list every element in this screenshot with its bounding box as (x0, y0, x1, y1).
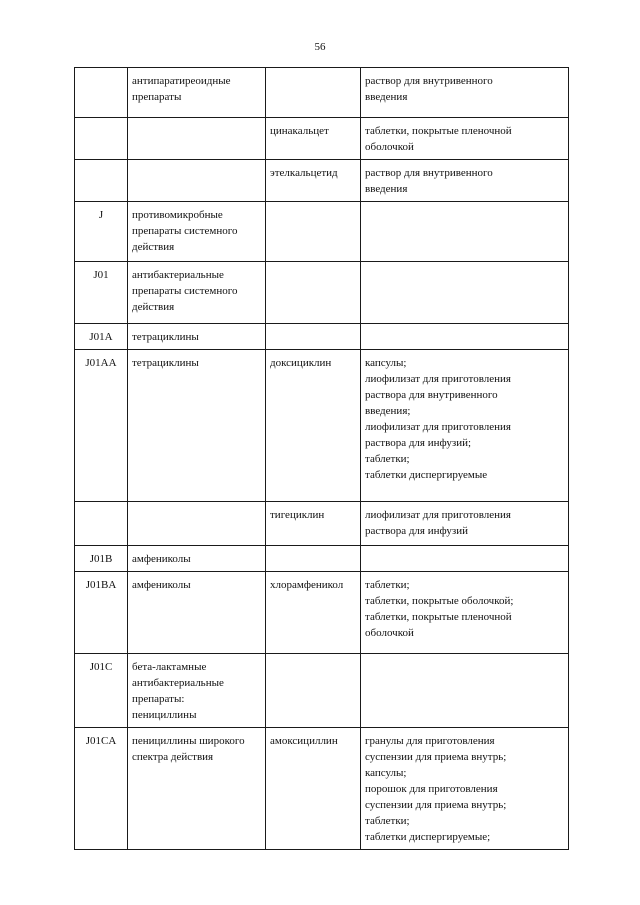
cell-text-line: таблетки, покрытые пленочной (365, 125, 512, 137)
table-row (75, 68, 569, 118)
cell-text-line: таблетки; (365, 579, 410, 591)
cell-text-line: хлорамфеникол (270, 579, 344, 591)
cell-text-line: раствор для внутривенного (365, 75, 493, 87)
table-row (75, 160, 569, 202)
cell-text-line: введения (365, 183, 408, 195)
cell-text-line: раствора для инфузий (365, 525, 468, 537)
cell-text-line: капсулы; (365, 767, 407, 779)
dosage-form-cell (361, 262, 569, 324)
atc-code-cell: J (75, 202, 128, 262)
atc-code-cell (75, 68, 128, 118)
cell-text-line: препараты: (132, 693, 185, 705)
cell-text-line: противомикробные (132, 209, 223, 221)
table-row (75, 324, 569, 350)
cell-text-line: этелкальцетид (270, 167, 338, 179)
cell-text-line: оболочкой (365, 141, 414, 153)
cell-text-line: амфениколы (132, 579, 191, 591)
cell-text-line: бета-лактамные (132, 661, 207, 673)
drug-name-cell (266, 324, 361, 350)
cell-text-line: тетрациклины (132, 357, 199, 369)
pharmacological-group-cell (128, 118, 266, 160)
dosage-form-cell (361, 350, 569, 502)
dosage-form-cell (361, 68, 569, 118)
cell-text-line: таблетки, покрытые оболочкой; (365, 595, 514, 607)
cell-text-line: гранулы для приготовления (365, 735, 495, 747)
cell-text-line: таблетки; (365, 453, 410, 465)
dosage-form-cell (361, 654, 569, 728)
pharmacological-group-cell (128, 728, 266, 850)
drug-name-cell (266, 350, 361, 502)
table-row (75, 262, 569, 324)
cell-text-line: амоксициллин (270, 735, 338, 747)
drug-name-cell (266, 160, 361, 202)
dosage-form-cell (361, 572, 569, 654)
cell-text-line: раствора для инфузий; (365, 437, 472, 449)
dosage-form-cell (361, 546, 569, 572)
atc-code-cell (75, 118, 128, 160)
cell-text-line: суспензии для приема внутрь; (365, 751, 507, 763)
cell-text-line: раствор для внутривенного (365, 167, 493, 179)
pharmacological-group-cell (128, 262, 266, 324)
cell-text-line: препараты системного (132, 225, 238, 237)
cell-text-line: пенициллины широкого (132, 735, 245, 747)
cell-text-line: антипаратиреоидные (132, 75, 231, 87)
drug-name-cell (266, 728, 361, 850)
pharmacological-group-cell (128, 654, 266, 728)
dosage-form-cell (361, 202, 569, 262)
cell-text-line: капсулы; (365, 357, 407, 369)
cell-text-line: введения; (365, 405, 411, 417)
pharmacological-group-cell (128, 202, 266, 262)
dosage-form-cell (361, 324, 569, 350)
cell-text-line: раствора для внутривенного (365, 389, 498, 401)
table-row (75, 572, 569, 654)
cell-text-line: таблетки диспергируемые; (365, 831, 491, 843)
pharmacological-group-cell (128, 160, 266, 202)
cell-text-line: препараты (132, 91, 182, 103)
dosage-form-cell (361, 728, 569, 850)
atc-code-cell (75, 502, 128, 546)
table-row (75, 502, 569, 546)
cell-text-line: лиофилизат для приготовления (365, 373, 511, 385)
cell-text-line: оболочкой (365, 627, 414, 639)
atc-code-cell (75, 160, 128, 202)
dosage-form-cell (361, 502, 569, 546)
cell-text-line: пенициллины (132, 709, 197, 721)
drug-name-cell (266, 502, 361, 546)
dosage-form-cell (361, 160, 569, 202)
cell-text-line: порошок для приготовления (365, 783, 498, 795)
page-number: 56 (314, 41, 326, 53)
dosage-form-cell (361, 118, 569, 160)
table-row (75, 118, 569, 160)
cell-text-line: лиофилизат для приготовления (365, 509, 511, 521)
pharmacological-group-cell (128, 502, 266, 546)
atc-code-cell: J01B (75, 546, 128, 572)
table-row (75, 202, 569, 262)
table-row (75, 654, 569, 728)
drug-name-cell (266, 262, 361, 324)
cell-text-line: лиофилизат для приготовления (365, 421, 511, 433)
pharmacological-group-cell (128, 572, 266, 654)
table-row (75, 728, 569, 850)
pharmacological-group-cell (128, 350, 266, 502)
drug-list-table (74, 67, 569, 850)
table-row (75, 350, 569, 502)
drug-name-cell (266, 118, 361, 160)
cell-text-line: антибактериальные (132, 269, 224, 281)
pharmacological-group-cell (128, 68, 266, 118)
cell-text-line: таблетки, покрытые пленочной (365, 611, 512, 623)
drug-name-cell (266, 202, 361, 262)
cell-text-line: тетрациклины (132, 331, 199, 343)
drug-name-cell (266, 654, 361, 728)
cell-text-line: антибактериальные (132, 677, 224, 689)
cell-text-line: доксициклин (270, 357, 332, 369)
drug-name-cell (266, 546, 361, 572)
atc-code-cell: J01AA (75, 350, 128, 502)
cell-text-line: таблетки; (365, 815, 410, 827)
drug-name-cell (266, 68, 361, 118)
atc-code-cell: J01C (75, 654, 128, 728)
atc-code-cell: J01CA (75, 728, 128, 850)
cell-text-line: спектра действия (132, 751, 214, 763)
atc-code-cell: J01 (75, 262, 128, 324)
drug-name-cell (266, 572, 361, 654)
cell-text-line: таблетки диспергируемые (365, 469, 488, 481)
pharmacological-group-cell (128, 324, 266, 350)
cell-text-line: суспензии для приема внутрь; (365, 799, 507, 811)
cell-text-line: действия (132, 241, 175, 253)
table-row (75, 546, 569, 572)
cell-text-line: цинакальцет (270, 125, 329, 137)
atc-code-cell: J01BA (75, 572, 128, 654)
cell-text-line: введения (365, 91, 408, 103)
cell-text-line: препараты системного (132, 285, 238, 297)
pharmacological-group-cell (128, 546, 266, 572)
cell-text-line: действия (132, 301, 175, 313)
atc-code-cell: J01A (75, 324, 128, 350)
cell-text-line: тигециклин (270, 509, 325, 521)
cell-text-line: амфениколы (132, 553, 191, 565)
